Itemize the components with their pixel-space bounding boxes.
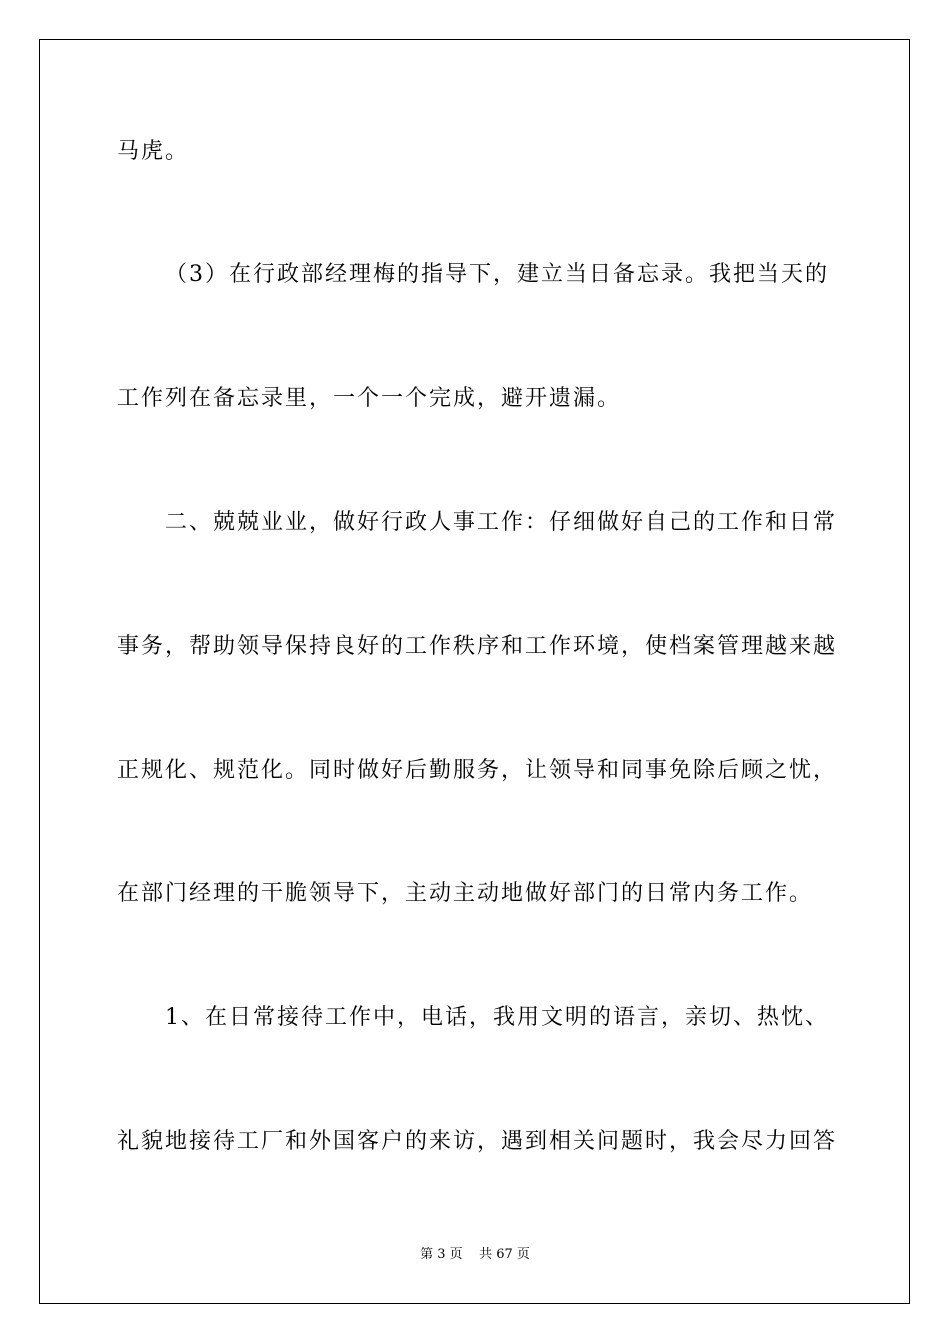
body-text-line: 礼貌地接待工厂和外国客户的来访，遇到相关问题时，我会尽力回答 — [117, 1129, 838, 1154]
body-text-line: 在部门经理的干脆领导下，主动主动地做好部门的日常内务工作。 — [117, 881, 814, 906]
body-text-line: 工作列在备忘录里，一个一个完成，避开遗漏。 — [117, 386, 622, 411]
body-text-line: 1、在日常接待工作中，电话，我用文明的语言，亲切、热忱、 — [165, 1005, 829, 1030]
body-text-line: 马虎。 — [117, 139, 190, 164]
body-text-line: 正规化、规范化。同时做好后勤服务，让领导和同事免除后顾之忧， — [117, 758, 838, 783]
page-border — [39, 39, 910, 1304]
page-number-footer: 第 3 页 共 67 页 — [420, 1247, 530, 1262]
body-text-line: 二、兢兢业业，做好行政人事工作：仔细做好自己的工作和日常 — [165, 510, 838, 535]
body-text-line: （3）在行政部经理梅的指导下，建立当日备忘录。我把当天的 — [165, 262, 829, 287]
body-text-line: 事务，帮助领导保持良好的工作秩序和工作环境，使档案管理越来越 — [117, 634, 838, 659]
